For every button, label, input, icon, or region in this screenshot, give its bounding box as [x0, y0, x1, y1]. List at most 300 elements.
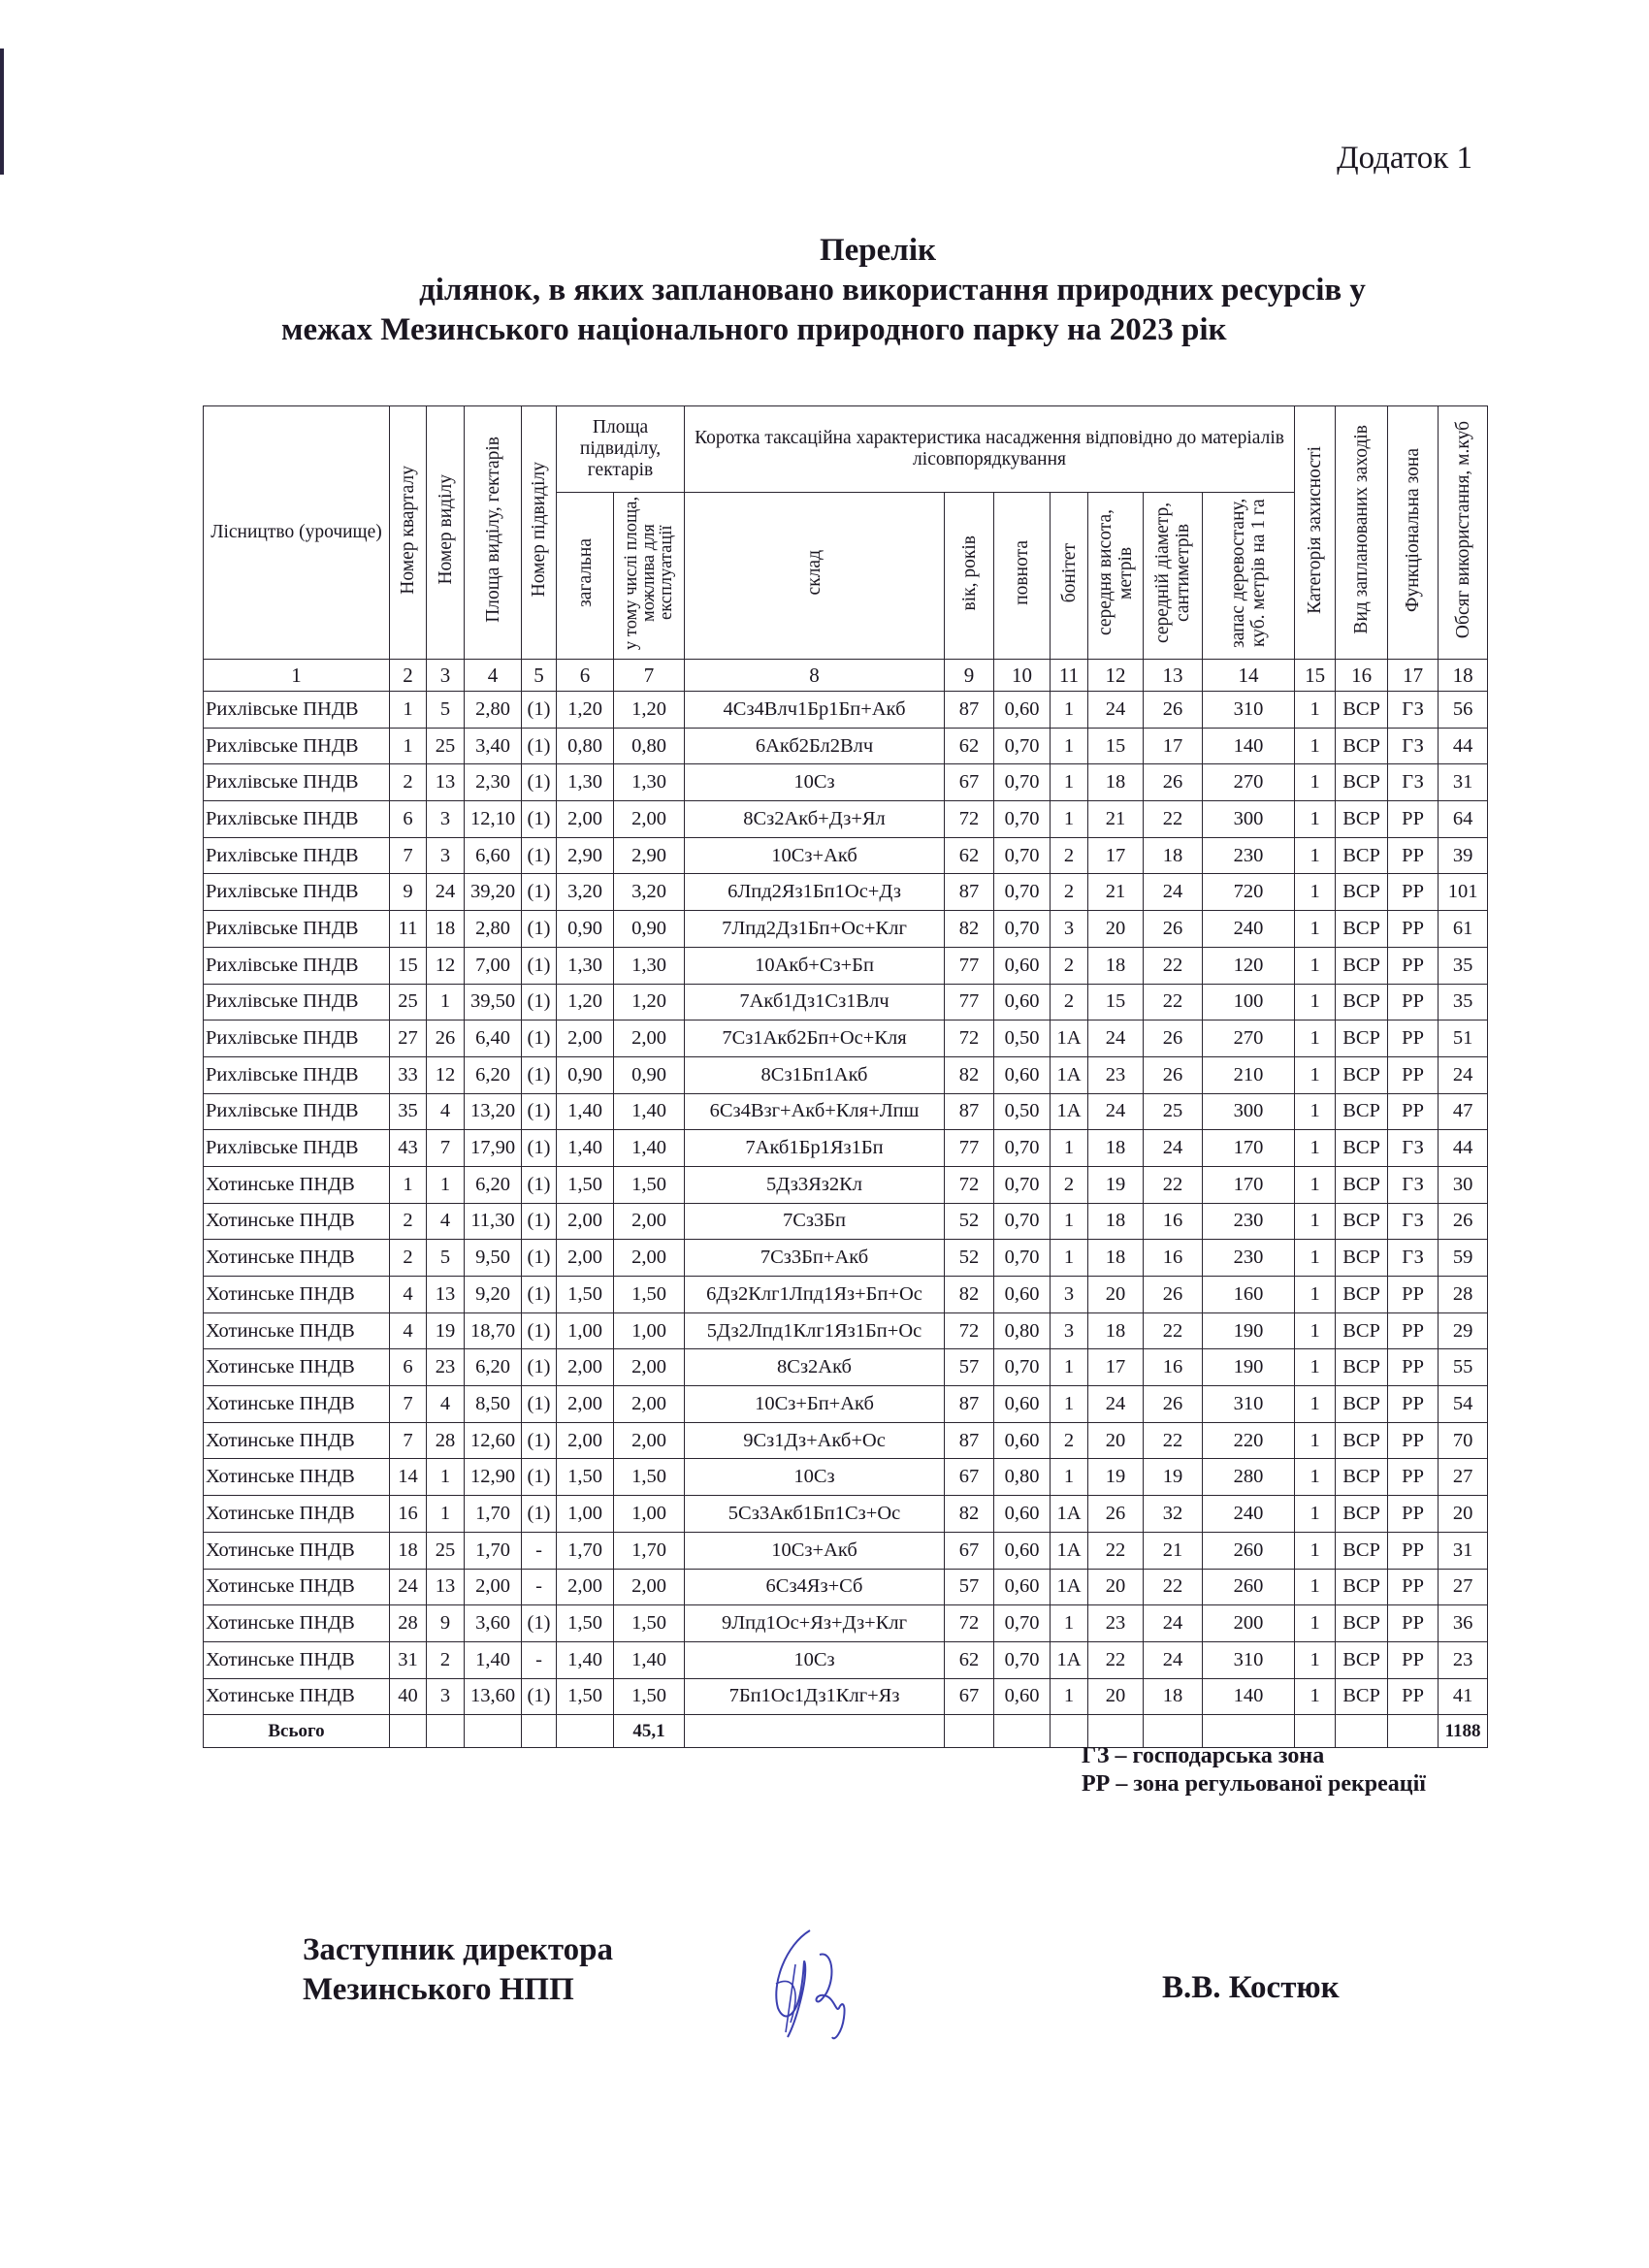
cell-avg-diameter: 32 — [1144, 1496, 1203, 1533]
cell-forestry: Рихлівське ПНДВ — [204, 874, 390, 911]
cell-stock: 270 — [1203, 1021, 1295, 1057]
total-empty — [994, 1715, 1051, 1748]
cell-section-area: 2,30 — [465, 764, 522, 801]
table-row — [204, 1678, 1488, 1715]
column-number: 12 — [1088, 660, 1144, 692]
header-age: вік, років — [945, 493, 994, 660]
cell-area-usable: 2,00 — [614, 801, 685, 838]
cell-section-area: 18,70 — [465, 1312, 522, 1349]
cell-bonitet: 3 — [1051, 1312, 1088, 1349]
cell-area-usable: 1,70 — [614, 1532, 685, 1569]
cell-planned-measures: ВСР — [1336, 692, 1388, 729]
header-forestry: Лісництво (урочище) — [204, 406, 390, 660]
cell-forestry: Рихлівське ПНДВ — [204, 1130, 390, 1167]
cell-area-total: 2,90 — [557, 837, 614, 874]
cell-bonitet: 1А — [1051, 1569, 1088, 1605]
header-subsection-area: Площа підвиділу, гектарів — [557, 406, 685, 493]
cell-avg-height: 18 — [1088, 1203, 1144, 1240]
cell-section-area: 2,00 — [465, 1569, 522, 1605]
header-subsection-no: Номер підвиділу — [522, 406, 557, 660]
cell-quarter-no: 35 — [390, 1093, 427, 1130]
cell-composition: 10Сз+Акб — [685, 1532, 945, 1569]
cell-area-usable: 0,80 — [614, 728, 685, 764]
cell-protection-category: 1 — [1295, 1056, 1336, 1093]
cell-usage-volume: 44 — [1439, 1130, 1488, 1167]
cell-age: 82 — [945, 1277, 994, 1313]
signer-name: В.В. Костюк — [1162, 1970, 1340, 2005]
header-area-total: загальна — [557, 493, 614, 660]
cell-forestry: Рихлівське ПНДВ — [204, 692, 390, 729]
cell-protection-category: 1 — [1295, 947, 1336, 984]
cell-section-no: 25 — [427, 728, 465, 764]
cell-density: 0,80 — [994, 1459, 1051, 1496]
cell-density: 0,60 — [994, 1277, 1051, 1313]
cell-avg-height: 20 — [1088, 1569, 1144, 1605]
cell-quarter-no: 24 — [390, 1569, 427, 1605]
cell-avg-diameter: 26 — [1144, 911, 1203, 948]
handwritten-signature — [766, 1926, 873, 2052]
cell-planned-measures: ВСР — [1336, 1422, 1388, 1459]
cell-composition: 7Сз3Бп — [685, 1203, 945, 1240]
cell-subsection-no: (1) — [522, 801, 557, 838]
cell-stock: 280 — [1203, 1459, 1295, 1496]
cell-subsection-no: (1) — [522, 1459, 557, 1496]
cell-protection-category: 1 — [1295, 801, 1336, 838]
cell-planned-measures: ВСР — [1336, 1021, 1388, 1057]
cell-area-usable: 1,50 — [614, 1678, 685, 1715]
cell-area-total: 1,20 — [557, 984, 614, 1021]
cell-subsection-no: (1) — [522, 728, 557, 764]
cell-planned-measures: ВСР — [1336, 1532, 1388, 1569]
cell-area-usable: 1,50 — [614, 1166, 685, 1203]
cell-age: 52 — [945, 1240, 994, 1277]
cell-planned-measures: ВСР — [1336, 1569, 1388, 1605]
cell-usage-volume: 31 — [1439, 1532, 1488, 1569]
cell-functional-zone: РР — [1388, 1569, 1439, 1605]
cell-area-usable: 1,30 — [614, 764, 685, 801]
column-number: 11 — [1051, 660, 1088, 692]
cell-stock: 300 — [1203, 801, 1295, 838]
cell-density: 0,60 — [994, 947, 1051, 984]
title-line-1: Перелік — [819, 233, 936, 268]
cell-bonitet: 3 — [1051, 1277, 1088, 1313]
table-row — [204, 1422, 1488, 1459]
cell-forestry: Хотинське ПНДВ — [204, 1240, 390, 1277]
cell-protection-category: 1 — [1295, 1386, 1336, 1423]
cell-stock: 190 — [1203, 1312, 1295, 1349]
cell-subsection-no: (1) — [522, 1277, 557, 1313]
cell-functional-zone: ГЗ — [1388, 1166, 1439, 1203]
cell-avg-height: 24 — [1088, 1093, 1144, 1130]
cell-area-total: 1,50 — [557, 1277, 614, 1313]
cell-section-no: 12 — [427, 1056, 465, 1093]
cell-age: 82 — [945, 911, 994, 948]
cell-age: 72 — [945, 1605, 994, 1642]
cell-density: 0,60 — [994, 1532, 1051, 1569]
cell-density: 0,70 — [994, 874, 1051, 911]
cell-avg-diameter: 24 — [1144, 1641, 1203, 1678]
cell-section-area: 6,20 — [465, 1056, 522, 1093]
cell-planned-measures: ВСР — [1336, 1166, 1388, 1203]
cell-quarter-no: 43 — [390, 1130, 427, 1167]
cell-protection-category: 1 — [1295, 1312, 1336, 1349]
cell-forestry: Рихлівське ПНДВ — [204, 801, 390, 838]
cell-usage-volume: 36 — [1439, 1605, 1488, 1642]
cell-forestry: Хотинське ПНДВ — [204, 1641, 390, 1678]
cell-area-total: 1,50 — [557, 1678, 614, 1715]
cell-section-area: 12,10 — [465, 801, 522, 838]
cell-forestry: Хотинське ПНДВ — [204, 1277, 390, 1313]
cell-stock: 260 — [1203, 1532, 1295, 1569]
cell-area-total: 1,30 — [557, 947, 614, 984]
cell-quarter-no: 2 — [390, 764, 427, 801]
cell-subsection-no: (1) — [522, 1203, 557, 1240]
cell-section-no: 25 — [427, 1532, 465, 1569]
cell-avg-diameter: 26 — [1144, 764, 1203, 801]
cell-composition: 6Сз4Яз+Сб — [685, 1569, 945, 1605]
cell-subsection-no: (1) — [522, 1056, 557, 1093]
cell-composition: 7Акб1Дз1Сз1Влч — [685, 984, 945, 1021]
cell-avg-height: 22 — [1088, 1641, 1144, 1678]
header-section-area: Площа виділу, гектарів — [465, 406, 522, 660]
cell-avg-diameter: 26 — [1144, 1021, 1203, 1057]
cell-quarter-no: 7 — [390, 837, 427, 874]
cell-functional-zone: ГЗ — [1388, 692, 1439, 729]
cell-avg-height: 17 — [1088, 837, 1144, 874]
cell-quarter-no: 16 — [390, 1496, 427, 1533]
cell-protection-category: 1 — [1295, 1459, 1336, 1496]
cell-area-usable: 1,50 — [614, 1277, 685, 1313]
cell-avg-height: 24 — [1088, 1386, 1144, 1423]
cell-avg-height: 26 — [1088, 1496, 1144, 1533]
cell-usage-volume: 31 — [1439, 764, 1488, 801]
cell-age: 67 — [945, 1459, 994, 1496]
cell-forestry: Рихлівське ПНДВ — [204, 764, 390, 801]
cell-section-no: 3 — [427, 801, 465, 838]
cell-avg-height: 18 — [1088, 1240, 1144, 1277]
table-row — [204, 764, 1488, 801]
cell-density: 0,70 — [994, 1349, 1051, 1386]
cell-composition: 7Акб1Бр1Яз1Бп — [685, 1130, 945, 1167]
cell-stock: 100 — [1203, 984, 1295, 1021]
cell-protection-category: 1 — [1295, 837, 1336, 874]
cell-age: 87 — [945, 692, 994, 729]
cell-avg-diameter: 22 — [1144, 947, 1203, 984]
cell-area-usable: 2,00 — [614, 1422, 685, 1459]
column-number: 6 — [557, 660, 614, 692]
total-empty — [427, 1715, 465, 1748]
total-label: Всього — [204, 1715, 390, 1748]
cell-age: 67 — [945, 764, 994, 801]
cell-protection-category: 1 — [1295, 728, 1336, 764]
cell-area-total: 1,50 — [557, 1605, 614, 1642]
cell-functional-zone: РР — [1388, 1349, 1439, 1386]
header-area-usable: у тому числі площа, можлива для експлуатації — [614, 493, 685, 660]
cell-section-no: 26 — [427, 1021, 465, 1057]
table-row — [204, 1312, 1488, 1349]
cell-bonitet: 2 — [1051, 1422, 1088, 1459]
table-row — [204, 911, 1488, 948]
signer-position-line-1: Заступник директора — [303, 1932, 613, 1967]
cell-functional-zone: РР — [1388, 1056, 1439, 1093]
cell-bonitet: 1А — [1051, 1496, 1088, 1533]
cell-avg-height: 18 — [1088, 1312, 1144, 1349]
cell-forestry: Рихлівське ПНДВ — [204, 1056, 390, 1093]
cell-area-total: 2,00 — [557, 1569, 614, 1605]
legend-rr: РР – зона регульованої рекреації — [1082, 1771, 1426, 1797]
table-row — [204, 692, 1488, 729]
cell-protection-category: 1 — [1295, 1166, 1336, 1203]
cell-avg-diameter: 22 — [1144, 1166, 1203, 1203]
cell-functional-zone: РР — [1388, 874, 1439, 911]
cell-forestry: Хотинське ПНДВ — [204, 1203, 390, 1240]
cell-stock: 170 — [1203, 1166, 1295, 1203]
cell-protection-category: 1 — [1295, 1093, 1336, 1130]
cell-avg-height: 20 — [1088, 1277, 1144, 1313]
cell-forestry: Хотинське ПНДВ — [204, 1532, 390, 1569]
cell-area-usable: 1,00 — [614, 1496, 685, 1533]
cell-density: 0,70 — [994, 1203, 1051, 1240]
cell-quarter-no: 2 — [390, 1240, 427, 1277]
cell-area-total: 1,70 — [557, 1532, 614, 1569]
cell-area-usable: 2,00 — [614, 1203, 685, 1240]
cell-age: 82 — [945, 1496, 994, 1533]
cell-subsection-no: (1) — [522, 1678, 557, 1715]
cell-quarter-no: 18 — [390, 1532, 427, 1569]
cell-functional-zone: РР — [1388, 1496, 1439, 1533]
cell-area-usable: 2,00 — [614, 1349, 685, 1386]
cell-section-area: 13,20 — [465, 1093, 522, 1130]
cell-stock: 310 — [1203, 1641, 1295, 1678]
cell-age: 87 — [945, 874, 994, 911]
cell-protection-category: 1 — [1295, 1130, 1336, 1167]
cell-functional-zone: РР — [1388, 1093, 1439, 1130]
cell-section-no: 28 — [427, 1422, 465, 1459]
total-usage-volume: 1188 — [1439, 1715, 1488, 1748]
cell-area-total: 0,80 — [557, 728, 614, 764]
cell-bonitet: 1 — [1051, 1349, 1088, 1386]
cell-stock: 200 — [1203, 1605, 1295, 1642]
cell-avg-diameter: 22 — [1144, 801, 1203, 838]
cell-section-area: 3,60 — [465, 1605, 522, 1642]
cell-area-total: 2,00 — [557, 1240, 614, 1277]
cell-forestry: Хотинське ПНДВ — [204, 1422, 390, 1459]
cell-protection-category: 1 — [1295, 764, 1336, 801]
cell-usage-volume: 27 — [1439, 1569, 1488, 1605]
table-row — [204, 1641, 1488, 1678]
cell-composition: 7Бп1Ос1Дз1Клг+Яз — [685, 1678, 945, 1715]
cell-density: 0,70 — [994, 801, 1051, 838]
cell-age: 62 — [945, 1641, 994, 1678]
legend-gz: ГЗ – господарська зона — [1082, 1743, 1325, 1768]
cell-functional-zone: РР — [1388, 1312, 1439, 1349]
cell-functional-zone: ГЗ — [1388, 1240, 1439, 1277]
cell-forestry: Рихлівське ПНДВ — [204, 837, 390, 874]
cell-avg-height: 20 — [1088, 1678, 1144, 1715]
cell-protection-category: 1 — [1295, 984, 1336, 1021]
cell-bonitet: 1 — [1051, 1386, 1088, 1423]
cell-composition: 9Лпд1Ос+Яз+Дз+Клг — [685, 1605, 945, 1642]
cell-area-total: 1,40 — [557, 1641, 614, 1678]
cell-subsection-no: (1) — [522, 911, 557, 948]
table-row — [204, 947, 1488, 984]
cell-bonitet: 3 — [1051, 911, 1088, 948]
cell-planned-measures: ВСР — [1336, 764, 1388, 801]
cell-planned-measures: ВСР — [1336, 1056, 1388, 1093]
cell-area-total: 2,00 — [557, 1203, 614, 1240]
cell-bonitet: 1А — [1051, 1532, 1088, 1569]
cell-area-usable: 0,90 — [614, 911, 685, 948]
cell-composition: 7Сз3Бп+Акб — [685, 1240, 945, 1277]
table-row — [204, 1349, 1488, 1386]
table-row — [204, 1130, 1488, 1167]
cell-stock: 230 — [1203, 837, 1295, 874]
cell-avg-height: 24 — [1088, 1021, 1144, 1057]
cell-section-no: 24 — [427, 874, 465, 911]
column-number: 16 — [1336, 660, 1388, 692]
signer-position — [303, 1930, 613, 2010]
column-number: 17 — [1388, 660, 1439, 692]
cell-density: 0,80 — [994, 1312, 1051, 1349]
cell-avg-diameter: 22 — [1144, 1422, 1203, 1459]
cell-subsection-no: (1) — [522, 1496, 557, 1533]
cell-area-usable: 1,50 — [614, 1605, 685, 1642]
table-row — [204, 837, 1488, 874]
cell-usage-volume: 59 — [1439, 1240, 1488, 1277]
cell-density: 0,70 — [994, 764, 1051, 801]
cell-functional-zone: РР — [1388, 984, 1439, 1021]
cell-planned-measures: ВСР — [1336, 801, 1388, 838]
cell-density: 0,50 — [994, 1021, 1051, 1057]
cell-density: 0,60 — [994, 1569, 1051, 1605]
cell-age: 87 — [945, 1386, 994, 1423]
cell-planned-measures: ВСР — [1336, 1277, 1388, 1313]
cell-avg-height: 20 — [1088, 911, 1144, 948]
cell-planned-measures: ВСР — [1336, 1459, 1388, 1496]
cell-composition: 4Сз4Влч1Бр1Бп+Акб — [685, 692, 945, 729]
cell-area-usable: 1,30 — [614, 947, 685, 984]
cell-bonitet: 1А — [1051, 1021, 1088, 1057]
cell-age: 67 — [945, 1678, 994, 1715]
cell-usage-volume: 29 — [1439, 1312, 1488, 1349]
cell-avg-diameter: 16 — [1144, 1203, 1203, 1240]
cell-section-no: 9 — [427, 1605, 465, 1642]
cell-usage-volume: 47 — [1439, 1093, 1488, 1130]
zone-legend — [1082, 1742, 1426, 1798]
cell-section-no: 4 — [427, 1093, 465, 1130]
cell-protection-category: 1 — [1295, 1021, 1336, 1057]
cell-quarter-no: 9 — [390, 874, 427, 911]
cell-area-usable: 1,40 — [614, 1130, 685, 1167]
cell-section-no: 5 — [427, 1240, 465, 1277]
cell-section-no: 18 — [427, 911, 465, 948]
cell-usage-volume: 41 — [1439, 1678, 1488, 1715]
cell-density: 0,50 — [994, 1093, 1051, 1130]
cell-forestry: Рихлівське ПНДВ — [204, 728, 390, 764]
cell-planned-measures: ВСР — [1336, 1240, 1388, 1277]
cell-subsection-no: (1) — [522, 1021, 557, 1057]
cell-quarter-no: 7 — [390, 1386, 427, 1423]
cell-avg-height: 23 — [1088, 1605, 1144, 1642]
cell-area-usable: 2,90 — [614, 837, 685, 874]
cell-protection-category: 1 — [1295, 911, 1336, 948]
cell-area-usable: 3,20 — [614, 874, 685, 911]
cell-section-area: 12,60 — [465, 1422, 522, 1459]
cell-composition: 10Сз — [685, 764, 945, 801]
cell-avg-diameter: 25 — [1144, 1093, 1203, 1130]
column-number: 8 — [685, 660, 945, 692]
cell-subsection-no: (1) — [522, 1093, 557, 1130]
cell-section-area: 1,70 — [465, 1496, 522, 1533]
cell-quarter-no: 40 — [390, 1678, 427, 1715]
cell-bonitet: 2 — [1051, 874, 1088, 911]
cell-section-no: 12 — [427, 947, 465, 984]
cell-composition: 5Дз3Яз2Кл — [685, 1166, 945, 1203]
cell-density: 0,60 — [994, 1422, 1051, 1459]
cell-functional-zone: РР — [1388, 1422, 1439, 1459]
cell-avg-height: 15 — [1088, 728, 1144, 764]
cell-area-total: 1,50 — [557, 1459, 614, 1496]
cell-area-total: 1,00 — [557, 1312, 614, 1349]
cell-avg-diameter: 16 — [1144, 1349, 1203, 1386]
cell-protection-category: 1 — [1295, 1240, 1336, 1277]
cell-density: 0,60 — [994, 984, 1051, 1021]
cell-stock: 220 — [1203, 1422, 1295, 1459]
cell-planned-measures: ВСР — [1336, 1312, 1388, 1349]
cell-composition: 6Сз4Взг+Акб+Кля+Лпш — [685, 1093, 945, 1130]
cell-section-no: 1 — [427, 1459, 465, 1496]
cell-area-total: 0,90 — [557, 1056, 614, 1093]
total-empty — [945, 1715, 994, 1748]
total-empty — [390, 1715, 427, 1748]
cell-avg-diameter: 26 — [1144, 1386, 1203, 1423]
cell-age: 62 — [945, 728, 994, 764]
table-row — [204, 801, 1488, 838]
cell-protection-category: 1 — [1295, 1569, 1336, 1605]
cell-age: 77 — [945, 947, 994, 984]
cell-area-usable: 2,00 — [614, 1569, 685, 1605]
cell-composition: 10Акб+Сз+Бп — [685, 947, 945, 984]
cell-density: 0,60 — [994, 1056, 1051, 1093]
cell-forestry: Рихлівське ПНДВ — [204, 911, 390, 948]
table-row — [204, 1532, 1488, 1569]
cell-planned-measures: ВСР — [1336, 837, 1388, 874]
cell-usage-volume: 20 — [1439, 1496, 1488, 1533]
cell-age: 67 — [945, 1532, 994, 1569]
table-row — [204, 1093, 1488, 1130]
column-numbers-row — [204, 660, 1488, 692]
cell-bonitet: 1 — [1051, 1240, 1088, 1277]
resource-usage-table — [203, 405, 1488, 1748]
cell-area-total: 2,00 — [557, 1386, 614, 1423]
cell-functional-zone: РР — [1388, 1641, 1439, 1678]
cell-forestry: Хотинське ПНДВ — [204, 1459, 390, 1496]
cell-section-no: 7 — [427, 1130, 465, 1167]
cell-area-usable: 1,40 — [614, 1093, 685, 1130]
cell-stock: 260 — [1203, 1569, 1295, 1605]
cell-stock: 210 — [1203, 1056, 1295, 1093]
cell-protection-category: 1 — [1295, 1641, 1336, 1678]
cell-functional-zone: РР — [1388, 947, 1439, 984]
cell-section-area: 6,20 — [465, 1349, 522, 1386]
cell-forestry: Рихлівське ПНДВ — [204, 947, 390, 984]
cell-quarter-no: 6 — [390, 1349, 427, 1386]
cell-composition: 5Дз2Лпд1Клг1Яз1Бп+Ос — [685, 1312, 945, 1349]
cell-subsection-no: (1) — [522, 947, 557, 984]
cell-stock: 190 — [1203, 1349, 1295, 1386]
cell-avg-diameter: 26 — [1144, 1277, 1203, 1313]
cell-bonitet: 2 — [1051, 947, 1088, 984]
